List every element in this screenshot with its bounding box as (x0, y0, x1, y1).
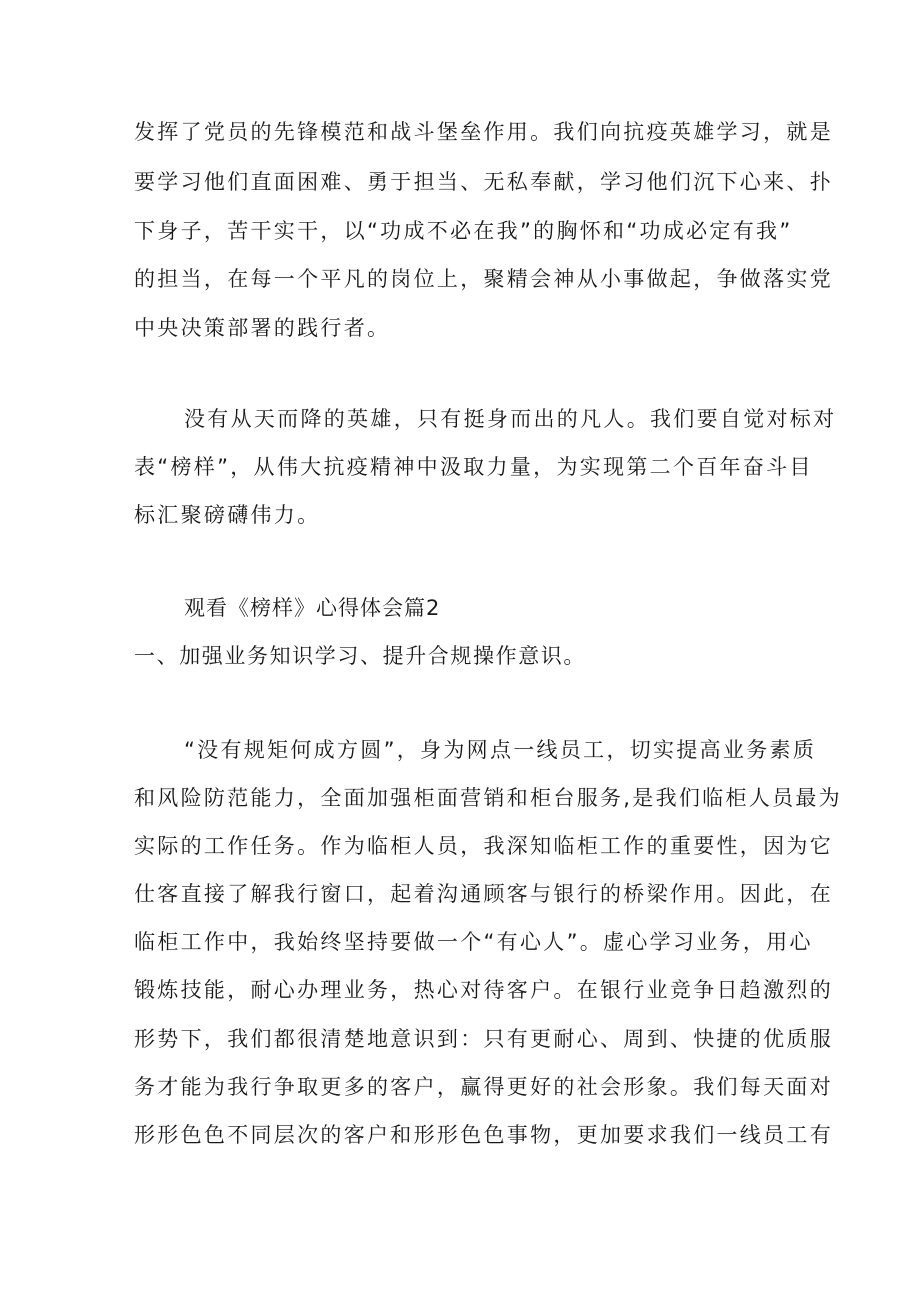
paragraph-line: 仕客直接了解我行窗口，起着沟通顾客与银行的桥梁作用。因此，在 (134, 882, 833, 906)
paragraph-line: 要学习他们直面困难、勇于担当、无私奉献，学习他们沉下心来、扑 (134, 170, 833, 194)
paragraph-line: 下身子，苦干实干，以“功成不必在我”的胸怀和“功成必定有我” (134, 219, 793, 243)
section-title: 观看《榜样》心得体会篇2 (184, 596, 441, 620)
paragraph-line: 实际的工作任务。作为临柜人员，我深知临柜工作的重要性，因为它 (134, 834, 833, 858)
paragraph-line: 没有从天而降的英雄，只有挺身而出的凡人。我们要自觉对标对 (184, 407, 837, 431)
paragraph-line: 和风险防范能力，全面加强柜面营销和柜台服务,是我们临柜人员最为 (134, 786, 842, 810)
paragraph-line: 务才能为我行争取更多的客户，赢得更好的社会形象。我们每天面对 (134, 1075, 833, 1099)
paragraph-line: 形势下，我们都很清楚地意识到：只有更耐心、周到、快捷的优质服 (134, 1027, 833, 1051)
paragraph-line: 标汇聚磅礴伟力。 (134, 503, 321, 527)
paragraph-line: “没有规矩何成方圆”，身为网点一线员工，切实提高业务素质 (184, 738, 817, 762)
paragraph-line: 发挥了党员的先锋模范和战斗堡垒作用。我们向抗疫英雄学习，就是 (134, 120, 833, 144)
paragraph-line: 锻炼技能，耐心办理业务，热心对待客户。在银行业竞争日趋激烈的 (134, 978, 833, 1002)
paragraph-line: 中央决策部署的践行者。 (134, 316, 391, 340)
paragraph-line: 临柜工作中，我始终坚持要做一个“有心人”。虚心学习业务，用心 (134, 930, 813, 954)
paragraph-line: 形形色色不同层次的客户和形形色色事物，更加要求我们一线员工有 (134, 1123, 833, 1147)
paragraph-line: 的担当，在每一个平凡的岗位上，聚精会神从小事做起，争做落实党 (134, 267, 833, 291)
paragraph-line: 表“榜样”，从伟大抗疫精神中汲取力量，为实现第二个百年奋斗目 (134, 455, 813, 479)
subsection-title: 一、加强业务知识学习、提升合规操作意识。 (134, 644, 586, 668)
